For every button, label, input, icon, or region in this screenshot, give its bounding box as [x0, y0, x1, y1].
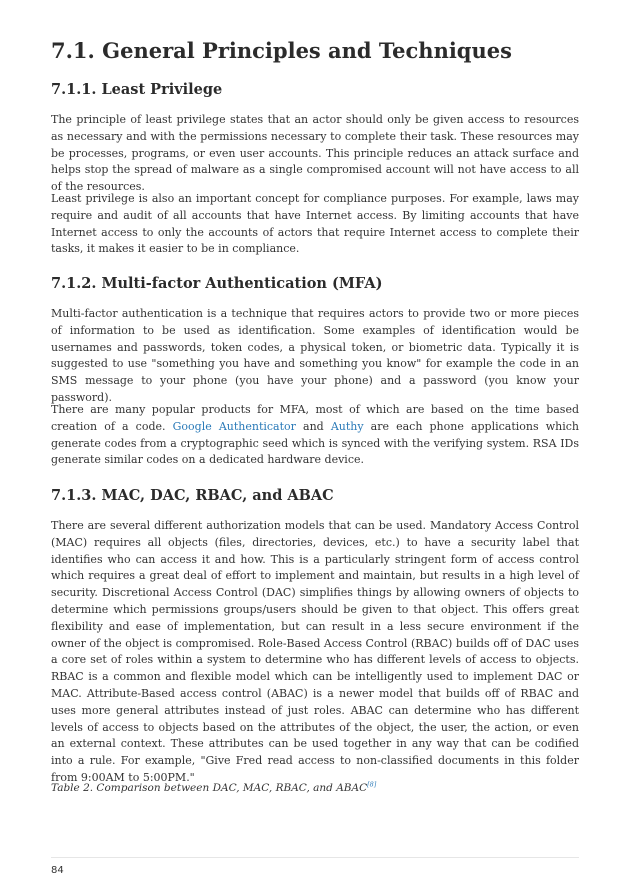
access-models-heading: 7.1.3. MAC, DAC, RBAC, and ABAC	[51, 487, 334, 504]
citation-link[interactable]: [8]	[367, 780, 377, 789]
mfa-paragraph-1: Multi-factor authentication is a technique that requires actors to provide two or more pieces of information to be used as identification. Some examples of identification would be usernames and passwords, token codes, a physical token, or biometric data. Typically it is suggested to use "something you have and something you know" for example the code in an SMS message to your phone (you have your phone) and a password (you know your password).	[51, 307, 579, 404]
table-caption-text: Table 2. Comparison between DAC, MAC, RBAC, and ABAC	[51, 782, 368, 794]
google-authenticator-link[interactable]: Google Authenticator	[172, 419, 296, 433]
citation-ref	[367, 781, 376, 789]
footer-divider	[51, 857, 579, 858]
mfa-heading: 7.1.2. Multi-factor Authentication (MFA)	[51, 275, 383, 292]
page-number: 84	[51, 865, 64, 876]
authy-link[interactable]: Authy	[330, 419, 364, 433]
mfa-paragraph-2-text-c: are each phone applications which generate codes from a cryptographic seed which is synced with the verifying system. RSA IDs generate similar codes on a dedicated hardware device.	[51, 419, 579, 467]
access-models-paragraph: There are several different authorization models that can be used. Mandatory Access Control (MAC) requires all objects (files, directories, devices, etc.) to have a security label that identifies who can access it and how. This is a particularly stringent form of access control which requires a great deal of effort to implement and maintain, but results in a high level of security. Discretional Access Control (DAC) simplifies things by allowing owners of objects to determine which permissions groups/users should be given to that object. This offers great flexibility and ease of implementation, but can result in a less secure environment if the owner of the object is compromised. Role-Based Access Control (RBAC) builds off of DAC uses a core set of roles within a system to determine who has different levels of access to objects. RBAC is a common and flexible model which can be intelligently used to implement DAC or MAC. Attribute-Based access control (ABAC) is a newer model that builds off of RBAC and uses more general attributes instead of just roles. ABAC can determine who has different levels of access to objects based on the attributes of the object, the user, the action, or even an external context. These attributes can be used together in any way that can be codified into a rule. For example, "Give Fred read access to non-classified documents in this folder from 9:00AM to 5:00PM."	[51, 519, 579, 784]
least-privilege-heading: 7.1.1. Least Privilege	[51, 81, 223, 98]
least-privilege-paragraph-1: The principle of least privilege states that an actor should only be given access to resources as necessary and with the permissions necessary to complete their task. These resources may be processes, programs, or even user accounts. This principle reduces an attack surface and helps stop the spread of malware as a single compromised account will not have access to all of the resources.	[51, 113, 579, 194]
least-privilege-paragraph-2: Least privilege is also an important concept for compliance purposes. For example, laws may require and audit of all accounts that have Internet access. By limiting accounts that have Internet access to only the accounts of actors that require Internet access to complete their tasks, it makes it easier to be in compliance.	[51, 192, 579, 256]
mfa-paragraph-2-text-b: and	[295, 419, 331, 433]
table-caption	[51, 780, 376, 796]
mfa-paragraph-2-text-a: There are many popular products for MFA, most of which are based on the time based creation of a code.	[51, 403, 579, 433]
mfa-paragraph-2	[51, 402, 579, 469]
section-title: 7.1. General Principles and Techniques	[51, 38, 512, 63]
